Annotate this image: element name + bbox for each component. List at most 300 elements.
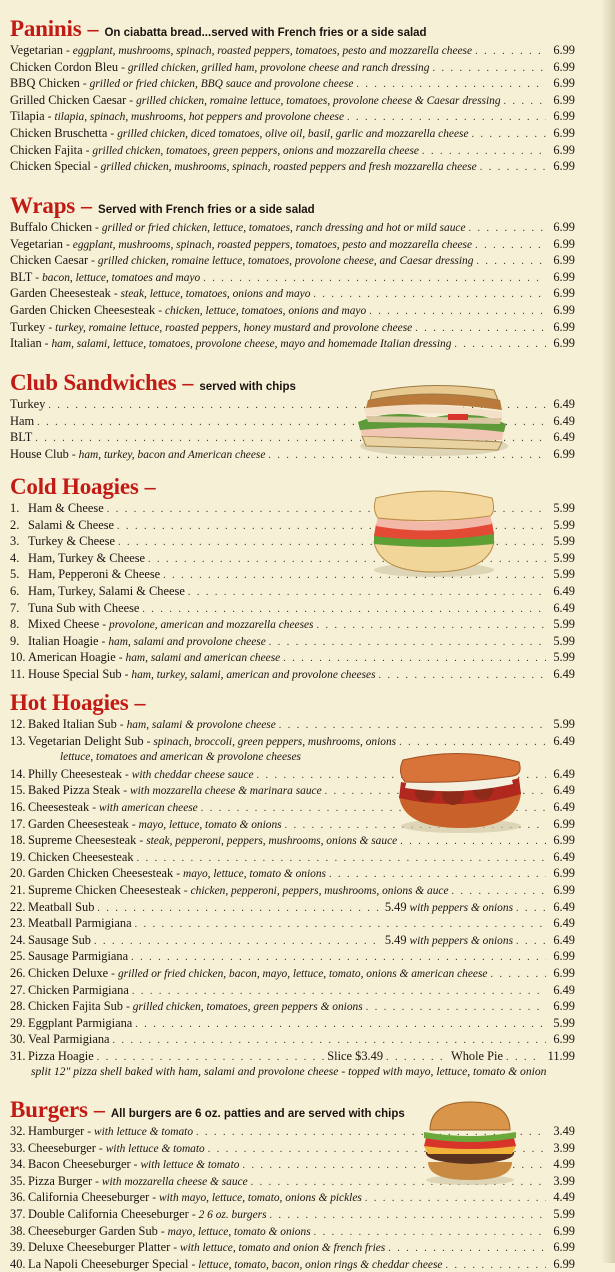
item-number: 25. [10,949,26,964]
leader-dots [476,254,546,269]
item-description: mayo, lettuce, tomato & onions [183,868,326,881]
item-price: 6.99 [553,446,575,461]
menu-item [10,915,575,932]
item-desc-separator: - [95,1175,99,1188]
item-description: ham, salami and provolone cheese [108,635,266,648]
leader-dots [400,834,546,849]
section-wraps [10,193,575,352]
item-price: 6.99 [553,1032,575,1047]
menu-item [10,600,575,617]
menu-item [10,108,575,125]
item-description: grilled chicken, tomatoes, green peppers & onions [132,1001,363,1014]
item-name: Supreme Cheesesteak [28,833,137,848]
item-price: 6.99 [553,816,575,831]
item-number: 11. [10,666,26,681]
item-description: chicken, lettuce, tomatoes, onions and mayo [165,304,367,317]
dash: – [93,1097,105,1122]
leader-dots [415,321,546,336]
leader-dots [516,901,546,916]
leader-dots [132,984,546,999]
menu-item [10,75,575,92]
item-description: steak, pepperoni, peppers, mushrooms, onions & sauce [146,835,398,848]
item-description: spinach, broccoli, green peppers, mushrooms, onions [153,735,397,748]
item-price: 6.49 [553,849,575,864]
item-price: 5.99 [553,1015,575,1030]
item-price: 6.99 [553,253,575,268]
section-hot-hoagies [10,690,575,1081]
item-name: American Hoagie [28,650,116,665]
item-price: 6.99 [553,142,575,157]
item-name: Bacon Cheeseburger [28,1157,131,1172]
item-description: eggplant, mushrooms, spinach, roasted peppers, tomatoes, pesto and mozzarella cheese [72,238,473,251]
item-description: with mozzarella cheese & marinara sauce [130,785,322,798]
item-description: with american cheese [99,801,198,814]
leader-dots [432,61,546,76]
menu-item [10,219,575,236]
dash: – [144,474,156,499]
item-number: 33. [10,1140,26,1155]
item-name: Mixed Cheese [28,617,100,632]
menu-item [10,42,575,59]
item-desc-separator: - [71,448,76,461]
menu-item [10,832,575,849]
item-description: ham, salami and american cheese [125,652,281,665]
item-description: mayo, lettuce, tomato & onions [138,818,282,831]
item-price: 6.99 [553,109,575,124]
leader-dots [445,1258,546,1272]
item-name: Ham, Turkey & Cheese [28,550,146,565]
item-desc-separator: - [191,1258,196,1271]
item-desc-separator: - [65,45,70,57]
item-description: ham, salami, lettuce, tomatoes, provolone cheese, mayo and homemade Italian dressing [51,338,452,351]
menu-item [10,649,575,666]
burger-photo [420,1100,520,1186]
item-desc-separator: - [48,321,53,334]
item-number: 21. [10,882,26,897]
item-desc-separator: - [173,1242,178,1255]
item-desc-separator: - [139,835,144,848]
section-subtitle: Served with French fries or a side salad [98,204,315,216]
item-number: 4. [10,550,20,565]
item-description: with lettuce & tomato [140,1159,240,1172]
item-list [10,42,575,175]
item-number: 23. [10,916,26,931]
menu-item [10,1239,575,1256]
item-name: Garden Cheesesteak [28,816,129,831]
leader-dots [283,651,546,666]
item-name: Chicken Cordon Bleu [10,59,119,74]
item-number: 10. [10,650,26,665]
leader-dots [475,44,546,59]
item-price: 6.99 [553,1240,575,1255]
item-price: 5.99 [553,517,575,532]
item-price: 6.99 [553,59,575,74]
item-name: Turkey & Cheese [28,534,115,549]
cold-hoagie-photo [370,488,498,578]
leader-dots [203,271,546,286]
item-price: 6.49 [553,600,575,615]
item-price: 6.49 [553,799,575,814]
leader-dots [317,618,547,633]
item-description: bacon, lettuce, tomatoes and mayo [42,271,201,284]
leader-dots [365,1191,546,1206]
item-number: 37. [10,1206,26,1221]
item-price: 6.49 [553,666,575,681]
item-price: 5.99 [553,567,575,582]
item-name: Italian [10,336,42,351]
item-number: 27. [10,982,26,997]
leader-dots [113,1033,546,1048]
leader-dots [94,934,382,949]
item-number: 18. [10,833,26,848]
leader-dots [314,1225,546,1240]
item-number: 22. [10,899,26,914]
item-number: 17. [10,816,26,831]
item-number: 32. [10,1124,26,1138]
item-price: 6.99 [553,833,575,848]
item-price: 6.49 [553,583,575,598]
leader-dots [452,884,546,899]
item-number: 29. [10,1015,26,1030]
item-desc-separator: - [183,884,188,897]
item-name: Pizza Hoagie [28,1048,94,1063]
item-price: 6.49 [553,733,575,748]
item-price: 6.49 [553,397,575,411]
item-name: Veal Parmigiana [28,1032,110,1047]
item-desc-separator: - [129,94,134,107]
leader-dots [480,160,546,175]
item-number: 16. [10,799,26,814]
item-description: with mozzarella cheese & sauce [101,1175,248,1188]
menu-item [10,633,575,650]
item-desc-separator: - [124,668,129,681]
menu-item [10,269,575,286]
item-description: grilled chicken, diced tomatoes, olive oil, basil, garlic and mozzarella cheese [117,127,469,140]
item-name: Vegetarian [10,236,63,251]
menu-item [10,1015,575,1032]
item-name: Italian Hoagie [28,633,99,648]
menu-item [10,319,575,336]
item-price: 4.99 [553,1157,575,1172]
item-name: Turkey [10,319,46,334]
item-description: ham, turkey, bacon and American cheese [78,448,266,461]
item-price: 3.49 [553,1124,575,1138]
menu-item [10,59,575,76]
leader-dots [137,851,546,866]
item-price: 6.99 [553,965,575,980]
item-desc-separator: - [65,238,70,251]
item-desc-separator: - [87,1126,91,1138]
item-desc-separator: - [93,161,98,174]
item-number: 13. [10,733,26,748]
item-name: Turkey [10,397,46,411]
item-price: 5.99 [553,633,575,648]
item-price: 6.99 [553,999,575,1014]
item-name: Garden Chicken Cheesesteak [28,866,174,881]
menu-item [10,583,575,600]
menu-item [10,236,575,253]
item-name: Buffalo Chicken [10,220,93,234]
section-subtitle: All burgers are 6 oz. patties and are served with chips [110,1108,405,1120]
item-description: mayo, lettuce, tomato & onions [167,1225,311,1238]
item-name: Cheesesteak [28,799,90,814]
menu-item [10,982,575,999]
menu-item [10,716,575,733]
item-price: 5.99 [553,717,575,731]
item-name: Deluxe Cheeseburger Platter [28,1240,171,1255]
item-number: 2. [10,517,20,532]
item-number: 1. [10,501,20,515]
item-name: House Special Sub [28,666,122,681]
leader-dots [379,668,546,683]
dash: – [134,690,146,715]
item-price: 11.99 [547,1048,575,1063]
item-name: Eggplant Parmigiana [28,1015,133,1030]
item-number: 9. [10,633,20,648]
item-number: 5. [10,567,20,582]
item-number: 34. [10,1157,26,1172]
item-description: ham, turkey, salami, american and provolone cheeses [131,668,376,681]
item-name: BLT [10,269,33,284]
item-price: 6.49 [553,413,575,428]
menu-item-pizza-hoagie [10,1048,575,1065]
item-price: 6.99 [553,236,575,251]
item-description: grilled chicken, romaine lettuce, tomatoes, provolone cheese, and Caesar dressing [97,255,474,268]
meatball-sub-photo [395,752,525,834]
item-price: 6.49 [553,916,575,931]
item-price: 6.99 [553,302,575,317]
section-heading [10,690,575,716]
item-name: Baked Italian Sub [28,717,117,731]
leader-dots [469,221,546,236]
item-description: grilled chicken, tomatoes, green peppers, onions and mozzarella cheese [92,144,419,157]
leader-dots [347,110,546,125]
item-price: 6.99 [553,319,575,334]
item-description: with lettuce & tomato [94,1126,194,1138]
item-price: 6.99 [553,1223,575,1238]
section-title: Paninis [10,16,82,41]
item-description: grilled chicken, romaine lettuce, tomatoes, provolone cheese & Caesar dressing [136,94,501,107]
item-number: 40. [10,1256,26,1271]
item-number: 7. [10,600,20,615]
item-price: 3.99 [553,1173,575,1188]
dash: – [87,16,99,41]
item-option: with peppers & onions [409,901,513,914]
item-description: with cheddar cheese sauce [131,768,254,781]
item-base-price: 5.49 [384,899,407,914]
menu-item [10,998,575,1015]
item-desc-separator: - [152,1192,157,1205]
menu-item [10,125,575,142]
menu-item [10,666,575,683]
item-number: 19. [10,849,26,864]
item-name: Garden Chicken Cheesesteak [10,302,156,317]
menu-item [10,616,575,633]
section-heading [10,16,575,42]
leader-dots [313,287,546,302]
item-name: Garden Cheesesteak [10,286,111,301]
item-price: 5.99 [553,550,575,565]
section-subtitle: served with chips [199,381,296,393]
section-title: Burgers [10,1097,88,1122]
menu-item [10,1223,575,1240]
page-edge-shadow [601,0,615,1263]
leader-dots [506,1050,540,1065]
item-description: grilled or fried chicken, BBQ sauce and provolone cheese [89,78,354,91]
item-name: Meatball Sub [28,899,95,914]
item-desc-separator: - [98,1142,103,1155]
menu-item [10,92,575,109]
section-title: Wraps [10,193,76,218]
item-number: 35. [10,1173,26,1188]
dash: – [182,370,194,395]
leader-dots [399,735,546,750]
club-sandwich-photo [352,378,512,458]
item-name: Hamburger [28,1124,85,1138]
item-desc-separator: - [82,78,87,91]
item-name: Salami & Cheese [28,517,115,532]
item-desc-separator: - [95,222,99,234]
menu-item [10,335,575,352]
item-price: 5.99 [553,534,575,549]
item-base-price: 5.49 [384,932,407,947]
leader-dots [422,144,546,159]
item-name: Chicken Fajita [10,142,83,157]
item-name: Grilled Chicken Caesar [10,92,127,107]
item-price: 6.99 [553,76,575,91]
item-option: with peppers & onions [409,934,513,947]
item-name: Double California Cheeseburger [28,1206,189,1221]
leader-dots [188,585,546,600]
item-price: 6.99 [553,269,575,284]
item-number: 31. [10,1048,26,1063]
item-name: Chicken Deluxe [28,965,109,980]
leader-dots [475,238,546,253]
menu-item [10,302,575,319]
menu-item [10,158,575,175]
item-name: Sausage Parmigiana [28,949,129,964]
section-subtitle: On ciabatta bread...served with French fries or a side salad [104,27,427,39]
item-price: 6.49 [553,932,575,947]
section-title: Hot Hoagies [10,690,129,715]
item-desc-separator: - [158,304,162,317]
leader-dots [369,304,546,319]
whole-pie-label: Whole Pie [451,1048,503,1063]
item-desc-separator: - [102,619,107,632]
item-price: 6.99 [553,1256,575,1271]
pizza-hoagie-note: split 12" pizza shell baked with ham, salami and provolone cheese - topped with mayo, lettuce, tomato & onion [31,1065,547,1079]
item-description: grilled or fried chicken, lettuce, tomatoes, ranch dressing and hot or mild sauce [101,222,466,234]
item-price: 6.49 [553,766,575,781]
item-name: Chicken Fajita Sub [28,999,123,1014]
item-price: 6.99 [553,43,575,57]
item-price: 6.99 [553,949,575,964]
item-price: 6.99 [553,882,575,897]
leader-dots [279,718,546,733]
item-desc-separator: - [111,967,115,980]
item-desc-separator: - [101,635,106,648]
item-desc-separator: - [126,1001,130,1014]
leader-dots [490,967,546,982]
item-number: 30. [10,1032,26,1047]
item-number: 38. [10,1223,26,1238]
leader-dots [269,635,546,650]
item-price: 6.49 [553,982,575,997]
leader-dots [329,867,546,882]
item-price: 4.49 [553,1190,575,1205]
item-name: Ham & Cheese [28,501,104,515]
item-description: eggplant, mushrooms, spinach, roasted peppers, tomatoes, pesto and mozzarella cheese [72,45,473,57]
item-number: 26. [10,965,26,980]
item-description: turkey, romaine lettuce, roasted peppers, honey mustard and provolone cheese [55,321,413,334]
item-number: 36. [10,1190,26,1205]
item-name: Vegetarian Delight Sub [28,733,144,748]
item-name: La Napoli Cheeseburger Special [28,1256,189,1271]
item-name: Cheeseburger Garden Sub [28,1223,158,1238]
item-description: with mayo, lettuce, tomato, onions & pickles [159,1192,362,1205]
item-name: Pizza Burger [28,1173,93,1188]
item-description: tilapia, spinach, mushrooms, hot peppers and provolone cheese [54,111,345,124]
menu-item [10,252,575,269]
item-number: 39. [10,1240,26,1255]
item-name: Supreme Chicken Cheesesteak [28,882,181,897]
item-desc-separator: - [176,868,180,881]
item-desc-separator: - [110,127,115,140]
menu-item [10,948,575,965]
item-name: California Cheeseburger [28,1190,150,1205]
item-name: Ham [10,413,35,428]
item-number: 28. [10,999,26,1014]
item-name: Tilapia [10,109,45,124]
menu-item [10,865,575,882]
menu-item [10,142,575,159]
menu-item [10,899,575,916]
item-description: grilled or fried chicken, bacon, mayo, lettuce, tomato, onions & american cheese [117,967,488,980]
item-desc-separator: - [131,818,136,831]
leader-dots [135,917,546,932]
item-description: steak, lettuce, tomatoes, onions and mayo [120,288,311,301]
item-name: Philly Cheesesteak [28,766,122,781]
item-price: 6.99 [553,125,575,140]
menu-item [10,1256,575,1272]
item-desc-separator: - [92,801,97,814]
item-desc-separator: - [124,768,129,781]
leader-dots [131,950,546,965]
item-description: lettuce, tomato, bacon, onion rings & cheddar cheese [198,1258,443,1271]
item-description: provolone, american and mozzarella cheeses [109,619,314,632]
item-price: 6.99 [553,220,575,234]
menu-item [10,882,575,899]
item-desc-separator: - [91,255,95,268]
item-price: 6.49 [553,430,575,445]
item-name: Chicken Parmigiana [28,982,129,997]
item-description: grilled chicken, mushrooms, spinach, roasted peppers and fresh mozzarella cheese [100,161,477,174]
item-price: 5.99 [553,501,575,515]
item-name: Ham, Turkey, Salami & Cheese [28,583,185,598]
leader-dots [386,1050,448,1065]
item-name: Sausage Sub [28,932,91,947]
section-title: Cold Hoagies [10,474,139,499]
item-description: chicken, pepperoni, peppers, mushrooms, onions & auce [190,884,449,897]
item-desc-separator: - [133,1159,138,1172]
leader-dots [472,127,546,142]
item-name: Meatball Parmigiana [28,916,132,931]
item-name: Chicken Bruschetta [10,125,108,140]
item-description: ham, salami & provolone cheese [126,719,276,731]
item-desc-separator: - [44,338,49,351]
leader-dots [135,1017,546,1032]
item-name: Cheeseburger [28,1140,96,1155]
